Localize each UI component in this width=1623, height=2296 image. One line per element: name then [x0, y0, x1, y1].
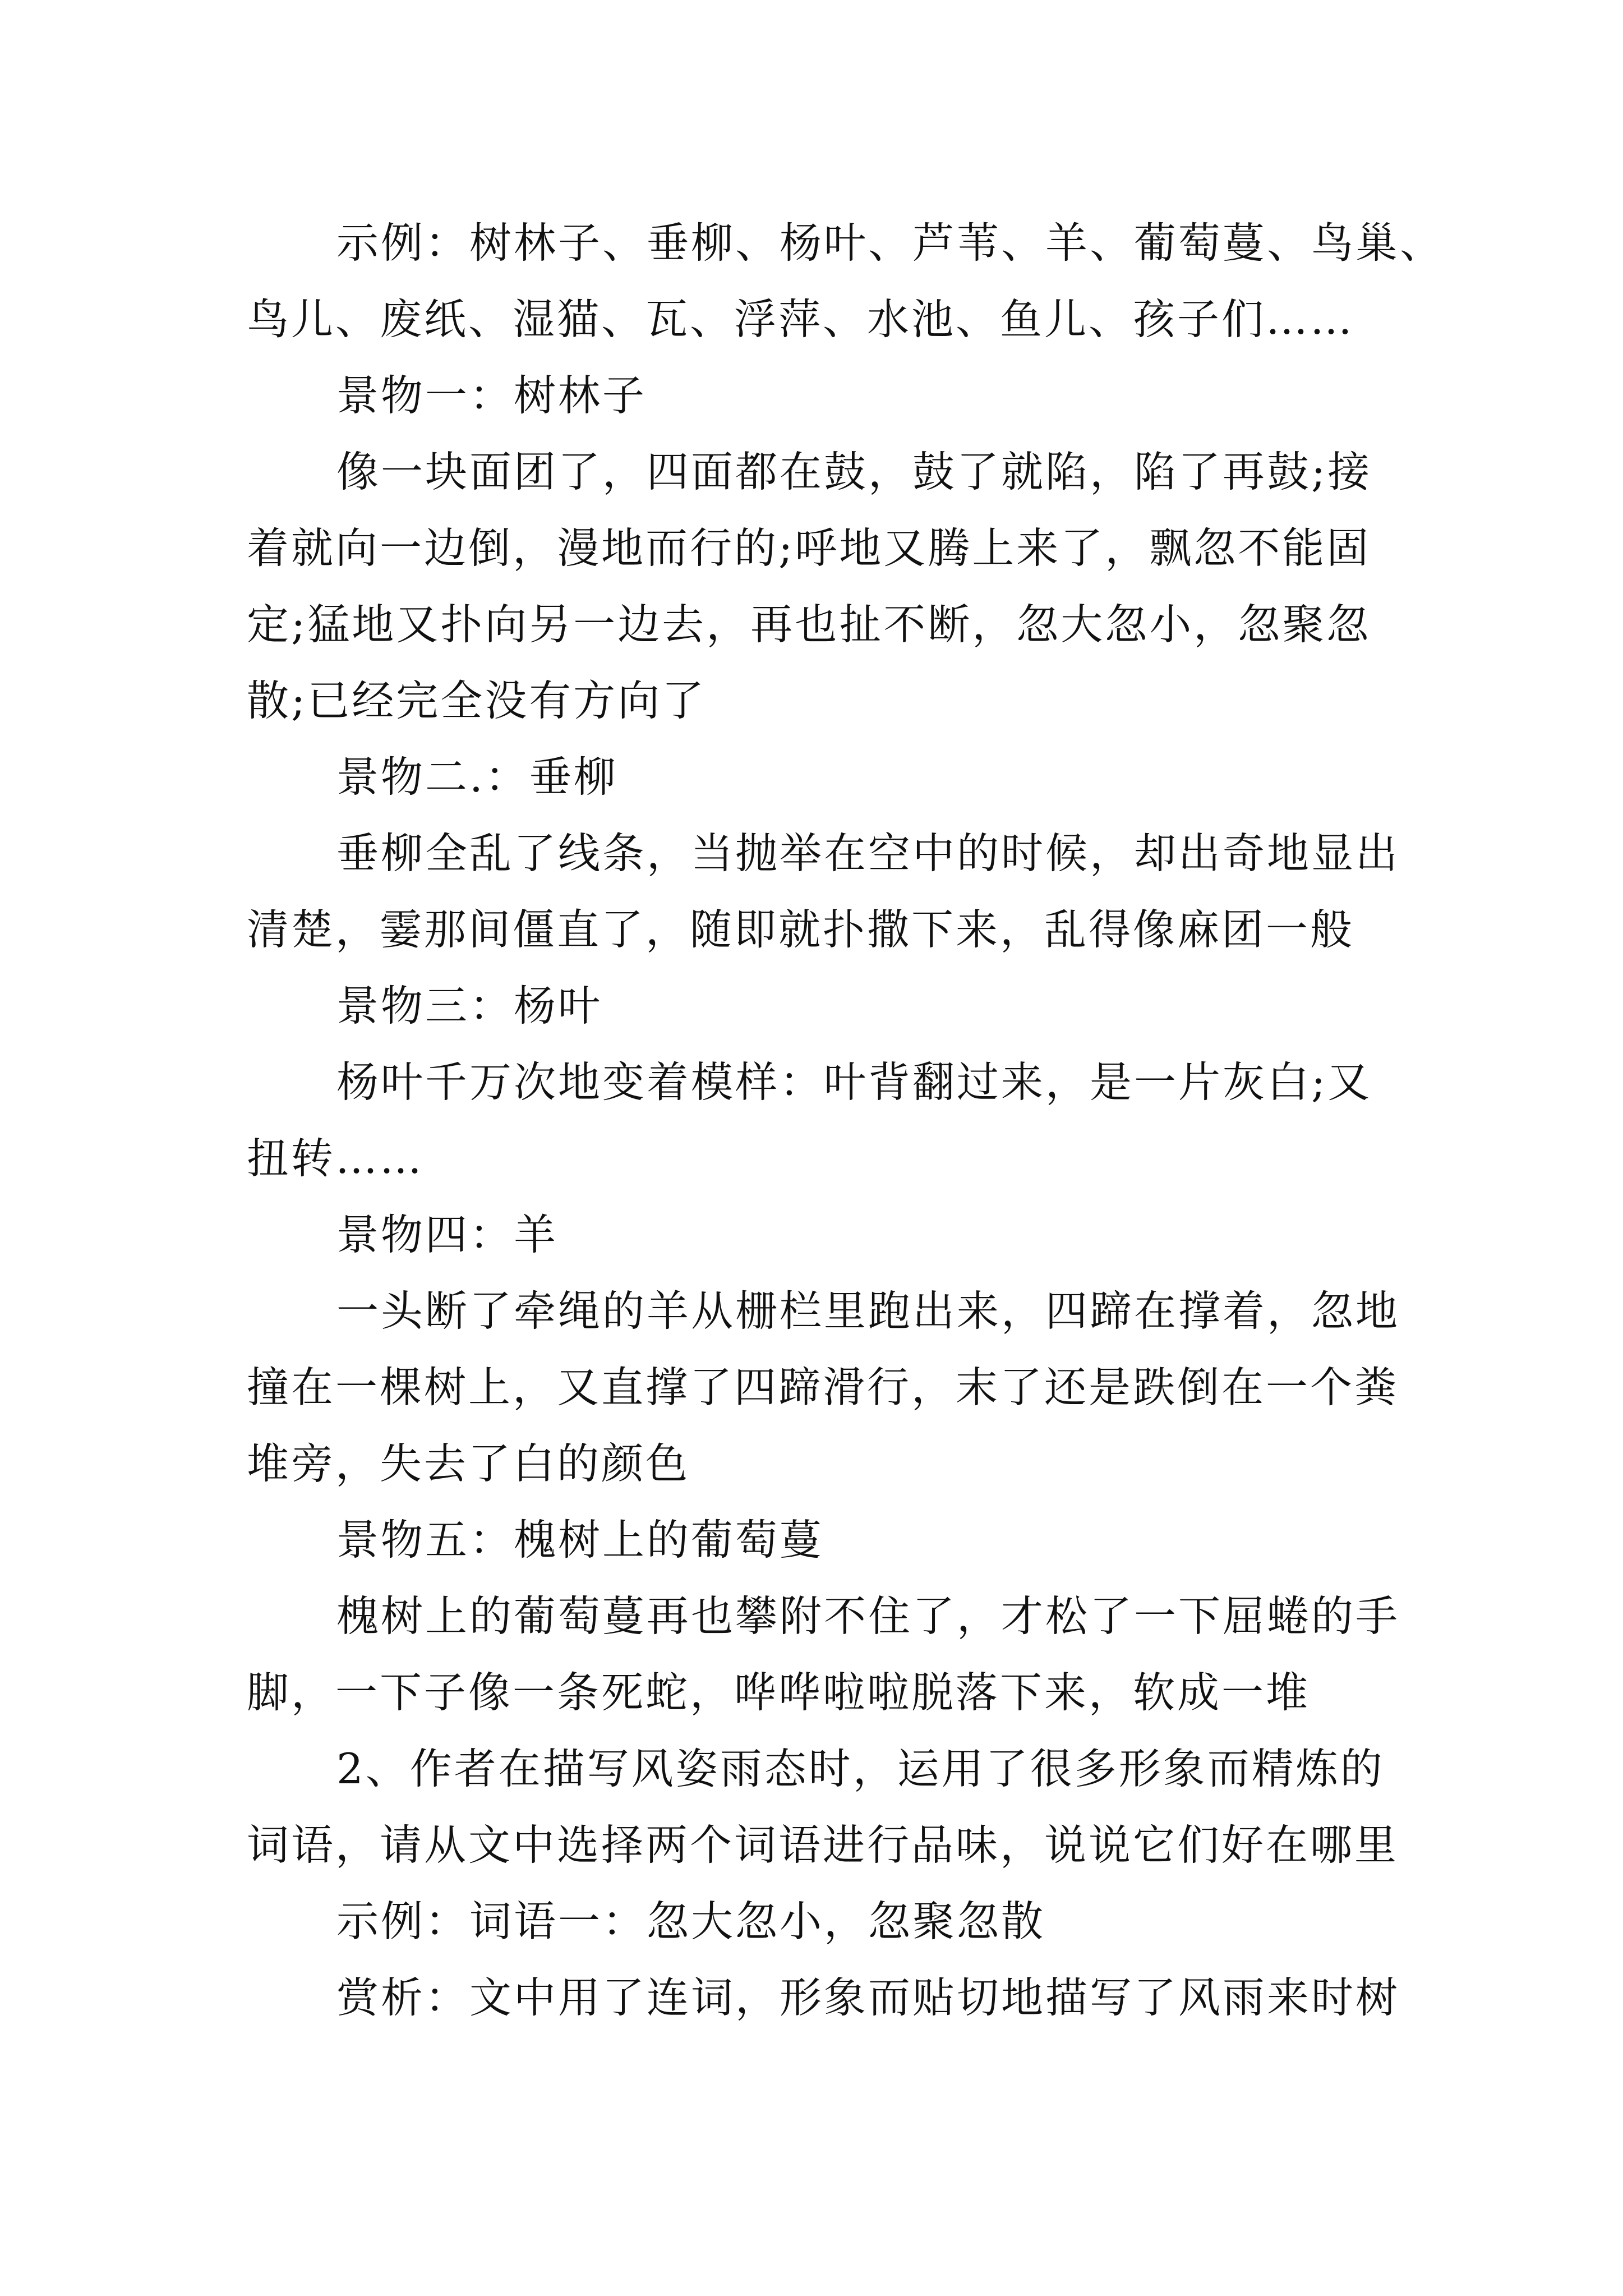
section-heading: 景物四：羊 — [336, 1210, 559, 1259]
text-line: 堆旁，失去了白的颜色 — [247, 1439, 690, 1488]
question-line: 词语，请从文中选择两个词语进行品味，说说它们好在哪里 — [247, 1820, 1399, 1870]
text-line: 脚，一下子像一条死蛇，哗哗啦啦脱落下来，软成一堆 — [247, 1668, 1311, 1717]
text-line: 像一块面团了，四面都在鼓，鼓了就陷，陷了再鼓;接 — [336, 447, 1372, 496]
document-text — [247, 205, 1445, 2036]
text-line: 杨叶千万次地变着模样：叶背翻过来，是一片灰白;又 — [336, 1057, 1372, 1107]
text-line: 撞在一棵树上，又直撑了四蹄滑行，末了还是跌倒在一个粪 — [247, 1363, 1399, 1412]
question-line: 2、作者在描写风姿雨态时，运用了很多形象而精炼的 — [336, 1744, 1385, 1793]
example-line: 示例：词语一：忽大忽小，忽聚忽散 — [336, 1897, 1046, 1946]
text-line: 一头断了牵绳的羊从栅栏里跑出来，四蹄在撑着，忽地 — [336, 1286, 1400, 1336]
section-heading: 景物二.：垂柳 — [336, 752, 618, 802]
text-line: 扭转…… — [247, 1134, 425, 1183]
text-line: 槐树上的葡萄蔓再也攀附不住了，才松了一下屈蜷的手 — [336, 1591, 1400, 1641]
text-line: 散;已经完全没有方向了 — [247, 676, 707, 725]
text-line: 垂柳全乱了线条，当抛举在空中的时候，却出奇地显出 — [336, 829, 1400, 878]
section-heading: 景物三：杨叶 — [336, 981, 603, 1030]
section-heading: 景物五：槐树上的葡萄蔓 — [336, 1515, 824, 1565]
section-heading: 景物一：树林子 — [336, 371, 647, 420]
text-line: 着就向一边倒，漫地而行的;呼地又腾上来了，飘忽不能固 — [247, 523, 1371, 573]
text-line: 示例：树林子、垂柳、杨叶、芦苇、羊、葡萄蔓、鸟巢、 — [336, 218, 1445, 268]
text-line: 清楚，霎那间僵直了，随即就扑撒下来，乱得像麻团一般 — [247, 905, 1355, 954]
text-line: 鸟儿、废纸、湿猫、瓦、浮萍、水池、鱼儿、孩子们…… — [247, 295, 1355, 344]
text-line: 定;猛地又扑向另一边去，再也扯不断，忽大忽小，忽聚忽 — [247, 600, 1371, 649]
analysis-line: 赏析：文中用了连词，形象而贴切地描写了风雨来时树 — [336, 1973, 1400, 2022]
